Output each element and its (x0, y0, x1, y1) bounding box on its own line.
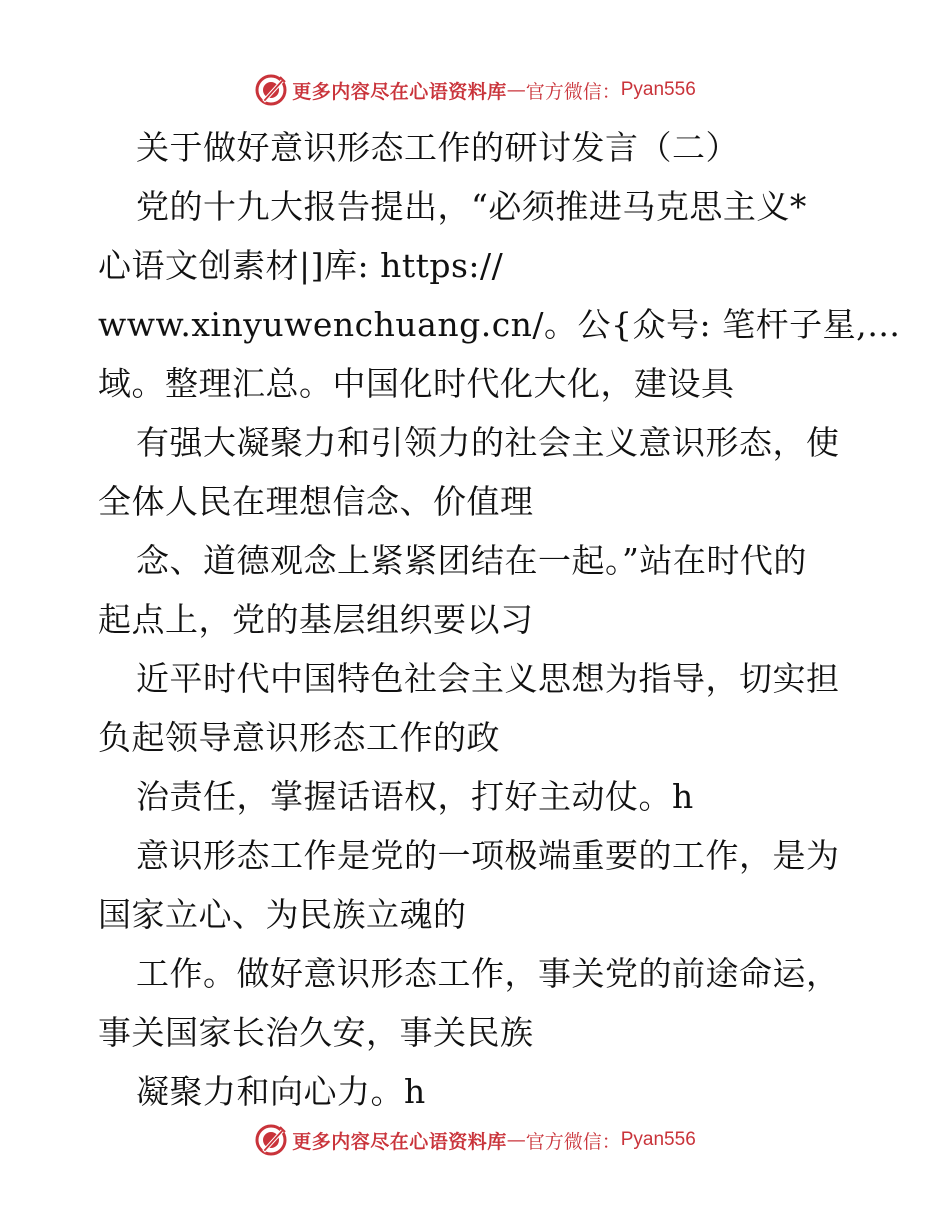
text-line: 意识形态工作是党的一项极端重要的工作，是为 (136, 836, 840, 875)
banner-separator: — (506, 79, 526, 101)
text-line: 凝聚力和向心力。h (136, 1072, 426, 1111)
banner-wechat-id: Pyan556 (620, 1129, 696, 1150)
banner-separator: — (506, 1129, 526, 1151)
text-line: 事关国家长治久安，事关民族 (98, 1013, 534, 1052)
text-line: 近平时代中国特色社会主义思想为指导，切实担 (136, 659, 840, 698)
text-line: 域。整理汇总。中国化时代化大化，建设具 (98, 364, 735, 403)
header-watermark-banner (0, 70, 950, 110)
document-body (98, 118, 901, 1121)
banner-wechat-id: Pyan556 (620, 79, 696, 100)
pen-logo-icon (254, 1123, 288, 1157)
text-line: 治责任，掌握话语权，打好主动仗。h (136, 777, 694, 816)
banner-wechat-label: 官方微信： (525, 80, 621, 103)
pen-logo-icon (254, 73, 288, 107)
text-line: 国家立心、为民族立魂的 (98, 895, 467, 934)
document-title: 关于做好意识形态工作的研讨发言（二） (136, 128, 739, 167)
text-line: www.xinyuwenchuang.cn/。公{众号: 笔杆子星,… (98, 305, 901, 344)
text-line: 起点上，党的基层组织要以习 (98, 600, 534, 639)
text-line: 党的十九大报告提出，“必须推进马克思主义* (136, 187, 807, 226)
text-line: 心语文创素材|]库: https:// (98, 246, 504, 285)
banner-brand-text: 更多内容尽在心语资料库 (292, 1130, 507, 1153)
text-line: 工作。做好意识形态工作，事关党的前途命运， (136, 954, 840, 993)
text-line: 有强大凝聚力和引领力的社会主义意识形态，使 (136, 423, 840, 462)
banner-brand-text: 更多内容尽在心语资料库 (292, 80, 507, 103)
footer-watermark-banner (0, 1120, 950, 1160)
text-line: 全体人民在理想信念、价值理 (98, 482, 534, 521)
text-line: 念、道德观念上紧紧团结在一起。”站在时代的 (136, 541, 807, 580)
banner-wechat-label: 官方微信： (525, 1130, 621, 1153)
text-line: 负起领导意识形态工作的政 (98, 718, 500, 757)
